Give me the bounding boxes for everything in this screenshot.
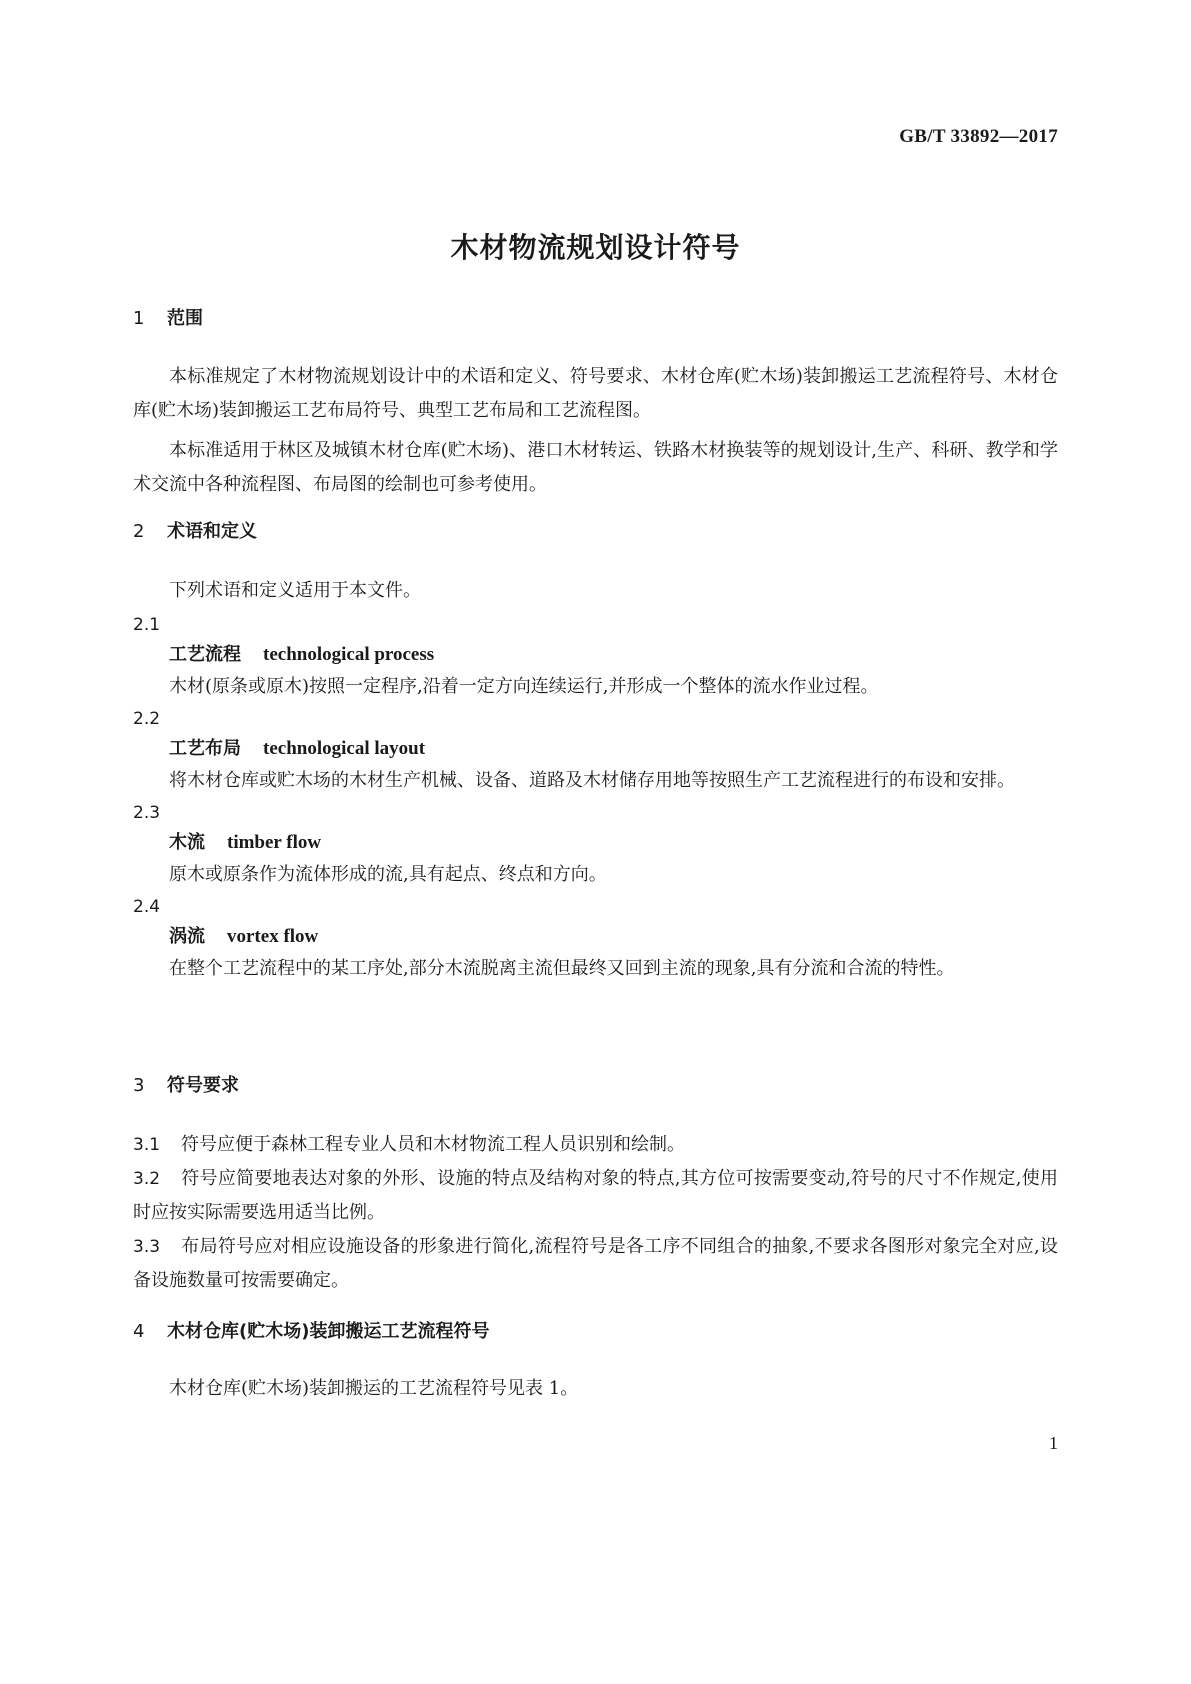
term-number: 2.1 <box>133 615 161 635</box>
section-title: 符号要求 <box>167 1075 239 1096</box>
paragraph: 本标准适用于林区及城镇木材仓库(贮木场)、港口木材转运、铁路木材换装等的规划设计,生产、科研、教学和学术交流中各种流程图、布局图的绘制也可参考使用。 <box>133 440 1058 495</box>
term-zh: 木流 <box>169 832 205 853</box>
requirement-text: 布局符号应对相应设施设备的形象进行简化,流程符号是各工序不同组合的抽象,不要求各图形对象完全对应,设备设施数量可按需要确定。 <box>133 1236 1058 1291</box>
section-number: 1 <box>133 308 145 329</box>
requirement-item <box>133 1128 1058 1162</box>
section-3-heading <box>133 1072 1058 1100</box>
section-number: 4 <box>133 1321 145 1342</box>
section-title: 木材仓库(贮木场)装卸搬运工艺流程符号 <box>167 1321 490 1342</box>
paragraph: 木材仓库(贮木场)装卸搬运的工艺流程符号见表 1。 <box>169 1378 579 1399</box>
document-title: 木材物流规划设计符号 <box>450 231 741 264</box>
term-entry <box>133 892 1058 986</box>
section-2-heading <box>133 518 1058 546</box>
section-4-body <box>133 1372 1058 1406</box>
term-zh: 涡流 <box>169 926 205 947</box>
term-number: 2.3 <box>133 803 161 823</box>
requirement-text: 符号应简要地表达对象的外形、设施的特点及结构对象的特点,其方位可按需要变动,符号的尺寸不作规定,使用时应按实际需要选用适当比例。 <box>133 1168 1058 1223</box>
section-title: 术语和定义 <box>167 521 257 542</box>
term-entry <box>133 610 1058 704</box>
paragraph: 本标准规定了木材物流规划设计中的术语和定义、符号要求、木材仓库(贮木场)装卸搬运工艺流程符号、木材仓库(贮木场)装卸搬运工艺布局符号、典型工艺布局和工艺流程图。 <box>133 366 1058 421</box>
term-definition: 木材(原条或原木)按照一定程序,沿着一定方向连续运行,并形成一个整体的流水作业过程。 <box>169 676 879 697</box>
page-number: 1 <box>1049 1433 1058 1453</box>
term-entry <box>133 704 1058 798</box>
term-number: 2.2 <box>133 709 161 729</box>
requirement-item <box>133 1162 1058 1230</box>
section-title: 范围 <box>167 308 203 329</box>
paragraph: 下列术语和定义适用于本文件。 <box>169 580 421 601</box>
section-number: 3 <box>133 1075 145 1096</box>
term-zh: 工艺布局 <box>169 738 241 759</box>
section-4-heading <box>133 1318 1058 1346</box>
term-zh: 工艺流程 <box>169 644 241 665</box>
requirement-number: 3.3 <box>133 1237 161 1257</box>
term-entry <box>133 798 1058 892</box>
section-1-heading <box>133 305 1058 333</box>
term-en: timber flow <box>227 832 322 853</box>
term-en: technological layout <box>263 738 426 759</box>
term-definition: 原木或原条作为流体形成的流,具有起点、终点和方向。 <box>169 864 607 885</box>
requirement-item <box>133 1230 1058 1298</box>
requirement-number: 3.2 <box>133 1169 161 1189</box>
standard-code: GB/T 33892—2017 <box>899 126 1058 147</box>
term-definition: 在整个工艺流程中的某工序处,部分木流脱离主流但最终又回到主流的现象,具有分流和合流的特性。 <box>169 958 955 979</box>
term-en: vortex flow <box>227 926 319 947</box>
section-1-body <box>133 360 1058 502</box>
section-2-body <box>133 574 1058 986</box>
term-number: 2.4 <box>133 897 161 917</box>
section-number: 2 <box>133 521 145 542</box>
requirement-number: 3.1 <box>133 1135 161 1155</box>
requirement-text: 符号应便于森林工程专业人员和木材物流工程人员识别和绘制。 <box>181 1134 685 1155</box>
term-en: technological process <box>263 644 435 665</box>
term-definition: 将木材仓库或贮木场的木材生产机械、设备、道路及木材储存用地等按照生产工艺流程进行的布设和安排。 <box>169 770 1015 791</box>
section-3-body <box>133 1128 1058 1298</box>
